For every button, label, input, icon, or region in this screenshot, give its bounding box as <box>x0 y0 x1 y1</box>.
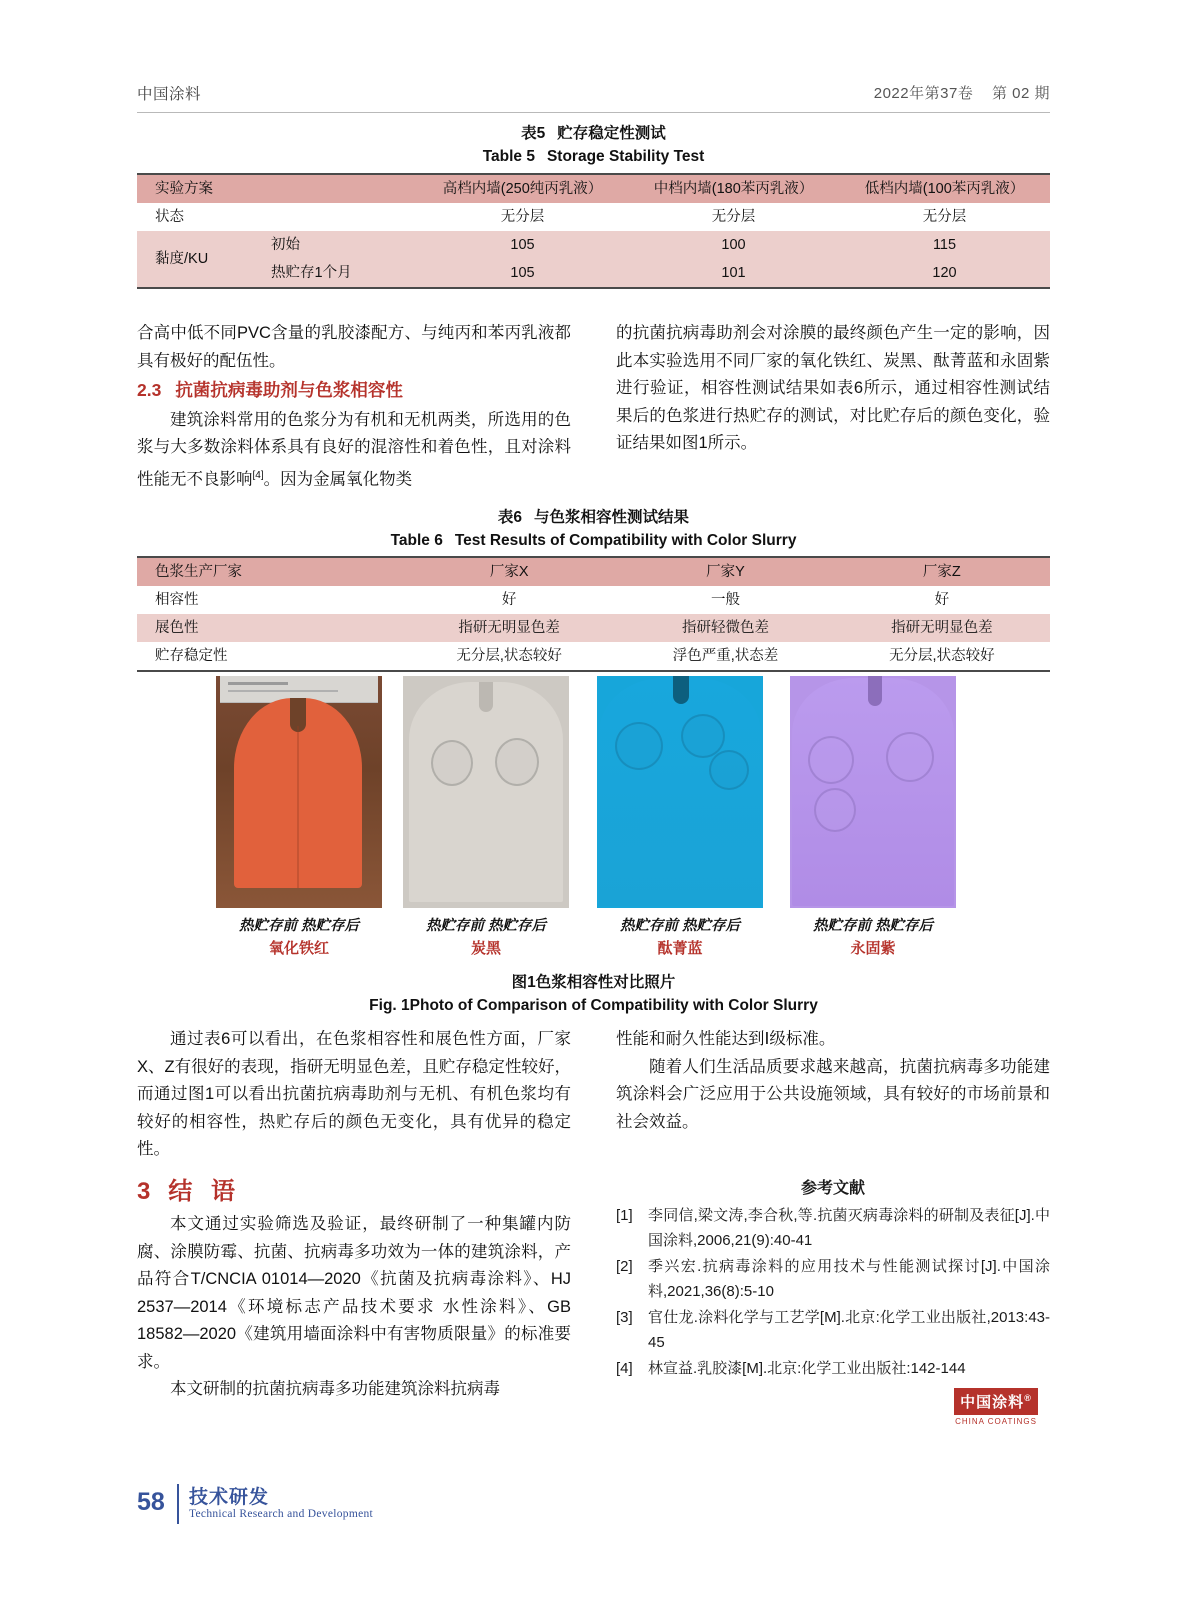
photo-phthalocyanine-blue <box>597 676 763 908</box>
table6-caption-en-text: Test Results of Compatibility with Color Slurry <box>454 532 797 549</box>
photo-swatch <box>409 682 563 902</box>
photo-carbon-black <box>403 676 569 908</box>
table5-row-viscosity-initial-v2: 115 <box>839 231 1050 259</box>
table5-caption-en-text: Storage Stability Test <box>546 148 705 165</box>
table6-caption-cn-num: 表6 <box>497 509 523 526</box>
journal-logo <box>942 1388 1050 1426</box>
table5-row-state-v1: 无分层 <box>711 209 756 225</box>
figure1-panel-1 <box>216 676 382 908</box>
table5-caption-cn <box>137 122 1050 145</box>
photo-notch <box>479 682 493 712</box>
table5-row-state-v0: 无分层 <box>500 209 545 225</box>
conclusion-heading <box>137 1178 571 1206</box>
table6-caption-en-num: Table 6 <box>390 532 443 549</box>
table5-header-1: 高档内墙(250纯丙乳液） <box>417 174 628 203</box>
table5-row-viscosity-aged-sub: 热贮存1个月 <box>261 259 417 288</box>
table5-caption-en-num: Table 5 <box>482 148 535 165</box>
figure1-caption-en-text: Photo of Comparison of Compatibility with Color Slurry <box>409 997 818 1014</box>
table5 <box>137 173 1050 289</box>
reference-tag: [2] <box>616 1258 633 1275</box>
year-volume: 2022年第37卷 <box>873 85 974 102</box>
photo-ring-3 <box>886 732 934 782</box>
reference-item <box>616 1305 1050 1355</box>
body-upper-left-p2 <box>137 407 571 494</box>
table5-row-viscosity-aged-v2: 120 <box>839 259 1050 288</box>
body-lower-right-p2: 随着人们生活品质要求越来越高，抗菌抗病毒多功能建筑涂料会广泛应用于公共设施领域，具有较好的市场前景和社会效益。 <box>616 1057 1050 1131</box>
table6-row-compatibility <box>137 586 1050 614</box>
reference-item <box>616 1203 1050 1253</box>
table6-header-row <box>137 557 1050 586</box>
conclusion-number: 3 <box>137 1177 151 1205</box>
table6-row-storage-stability-label: 贮存稳定性 <box>155 648 228 664</box>
body-lower-right-p1: 性能和耐久性能达到Ⅰ级标准。 <box>616 1030 836 1048</box>
table6-header-3: 厂家Z <box>834 557 1050 586</box>
reference-text: 季兴宏.抗病毒涂料的应用技术与性能测试探讨[J].中国涂料,2021,36(8):5-10 <box>648 1258 1050 1300</box>
journal-name: 中国涂料 <box>137 86 202 103</box>
body-upper-left-p2a: 建筑涂料常用的色浆分为有机和无机两类，所选用的色浆与大多数涂料体系具有良好的混溶性和着色性，且对涂料性能无不良影响 <box>137 410 571 488</box>
reference-text: 李同信,梁文涛,李合秋,等.抗菌灭病毒涂料的研制及表征[J].中国涂料,2006,21(9):40-41 <box>648 1207 1050 1249</box>
table5-caption-en <box>137 145 1050 168</box>
table5-row-viscosity-initial-sub: 初始 <box>261 231 417 259</box>
table5-header-3: 低档内墙(100苯丙乳液） <box>839 174 1050 203</box>
section-title: 抗菌抗病毒助剂与色浆相容性 <box>175 380 403 400</box>
table6-row-compatibility-v2: 好 <box>934 592 950 608</box>
reference-tag: [1] <box>616 1207 633 1224</box>
body-upper-right-column <box>616 320 1050 458</box>
figure1-panel-2-name: 炭黑 <box>470 940 501 957</box>
reference-tag: [3] <box>616 1309 633 1326</box>
figure1-caption-cn-text: 色浆相容性对比照片 <box>535 974 676 991</box>
table6-row-color-development-label: 展色性 <box>137 614 401 642</box>
running-head <box>137 82 1050 112</box>
issue-info <box>860 82 1050 103</box>
figure1-photos <box>137 676 1050 908</box>
table6-header-1: 厂家X <box>401 557 617 586</box>
photo-swatch <box>792 678 954 906</box>
table5-header-0: 实验方案 <box>137 174 417 203</box>
body-lower-left-p2: 本文通过实验筛选及验证，最终研制了一种集罐内防腐、涂膜防霉、抗菌、抗病毒多功效为一体的建筑涂料，产品符合T/CNCIA 01014—2020《抗菌及抗病毒涂料》、HJ 2537—2014《环境标志产品技术要求 水性涂料》、GB 18582—2020《建筑用墙面涂料中有害物质限量》的标准要求。 <box>137 1215 571 1371</box>
photo-notch <box>673 676 689 704</box>
body-upper-left-p2b: 。因为金属氧化物类 <box>263 470 413 488</box>
body-upper-left-p1: 合高中低不同PVC含量的乳胶漆配方、与纯丙和苯丙乳液都具有极好的配伍性。 <box>137 324 571 370</box>
table5-row-viscosity-aged-v0: 105 <box>417 259 628 288</box>
table5-row-viscosity-label: 黏度/KU <box>137 231 261 288</box>
table6-row-storage-stability-v0: 无分层,状态较好 <box>456 648 562 664</box>
photo-ring-1 <box>615 722 663 770</box>
figure1-caption-cn <box>137 971 1050 994</box>
photo-ring-3 <box>709 750 749 790</box>
figure1-caption-en <box>137 994 1050 1017</box>
table6-row-compatibility-label: 相容性 <box>155 592 199 608</box>
footer-divider <box>177 1484 179 1524</box>
body-upper-right-p1: 的抗菌抗病毒助剂会对涂膜的最终颜色产生一定的影响，因此本实验选用不同厂家的氧化铁红、炭黑、酞菁蓝和永固紫进行验证，相容性测试结果如表6所示，通过相容性测试结果后的色浆进行热贮存的测试，对比贮存后的颜色变化，验证结果如图1所示。 <box>616 324 1050 452</box>
figure1-caption-cn-num: 图1 <box>511 974 536 991</box>
table5-row-viscosity-initial-v0: 105 <box>417 231 628 259</box>
photo-iron-oxide-red <box>216 676 382 908</box>
figure1-caption-en-num: Fig. 1 <box>369 997 410 1014</box>
reference-item <box>616 1254 1050 1304</box>
table5-header-2: 中档内墙(180苯丙乳液） <box>628 174 839 203</box>
figure1-panel-1-name: 氧化铁红 <box>268 940 329 957</box>
reference-text: 官仕龙.涂料化学与工艺学[M].北京:化学工业出版社,2013:43-45 <box>648 1309 1050 1351</box>
table5-caption-cn-num: 表5 <box>521 125 546 142</box>
body-lower-right-column <box>616 1026 1050 1136</box>
photo-ring-1 <box>431 740 473 786</box>
figure1-panel-3-name: 酞菁蓝 <box>657 940 703 957</box>
logo-cn-text <box>954 1388 1038 1415</box>
table5-row-viscosity-aged <box>137 259 1050 288</box>
table6-row-storage-stability <box>137 642 1050 671</box>
figure1-panel-1-label: 热贮存前 热贮存后 <box>238 918 360 934</box>
table5-header-row <box>137 174 1050 203</box>
header-rule <box>137 112 1050 113</box>
table6-caption-cn-text: 与色浆相容性测试结果 <box>534 509 690 526</box>
footer-section-cn: 技术研发 <box>189 1487 270 1508</box>
photo-swatch <box>599 678 761 906</box>
body-lower-left-column <box>137 1026 571 1404</box>
table6-row-compatibility-v1: 一般 <box>710 592 740 608</box>
photo-notch <box>868 676 882 706</box>
table5-row-state <box>137 203 1050 231</box>
figure1-panel-4 <box>790 676 956 908</box>
table6-row-storage-stability-v1: 浮色严重,状态差 <box>672 648 779 664</box>
figure1-panel-3 <box>597 676 763 908</box>
table5-row-state-v2: 无分层 <box>922 209 967 225</box>
figure1-panel-4-name: 永固紫 <box>850 940 896 957</box>
section-heading-2-3 <box>137 377 571 405</box>
logo-registered-mark: ® <box>1024 1393 1032 1403</box>
logo-cn-label: 中国涂料 <box>960 1394 1025 1411</box>
references-title: 参考文献 <box>800 1180 865 1197</box>
table5-row-viscosity-initial-v1: 100 <box>628 231 839 259</box>
photo-ring-2 <box>681 714 725 758</box>
figure1-panel-4-label: 热贮存前 热贮存后 <box>812 918 934 934</box>
reference-text: 林宣益.乳胶漆[M].北京:化学工业出版社:142-144 <box>648 1360 966 1377</box>
citation-ref-4: [4] <box>252 469 264 481</box>
body-upper-left-column <box>137 320 571 494</box>
photo-ring-2 <box>495 738 539 786</box>
reference-item <box>616 1356 1050 1381</box>
table5-row-viscosity-initial <box>137 231 1050 259</box>
issue-number: 第 02 期 <box>991 85 1050 102</box>
photo-seam <box>297 726 299 888</box>
figure1-panel-2-label: 热贮存前 热贮存后 <box>425 918 547 934</box>
table6 <box>137 556 1050 672</box>
table6-caption-en <box>137 529 1050 552</box>
table5-row-viscosity-aged-v1: 101 <box>628 259 839 288</box>
table6-caption-cn <box>137 506 1050 529</box>
conclusion-title: 结 语 <box>168 1177 242 1205</box>
table6-header-0: 色浆生产厂家 <box>137 557 401 586</box>
table6-row-color-development <box>137 614 1050 642</box>
figure1-panel-3-label: 热贮存前 热贮存后 <box>619 918 741 934</box>
table6-row-color-development-v1: 指研轻微色差 <box>617 614 833 642</box>
body-lower-left-p3: 本文研制的抗菌抗病毒多功能建筑涂料抗病毒 <box>170 1380 500 1398</box>
body-upper <box>137 320 1050 488</box>
logo-en-label: CHINA COATINGS <box>955 1417 1037 1426</box>
footer-section-en: Technical Research and Development <box>189 1508 374 1520</box>
page-number: 58 <box>137 1488 165 1516</box>
page-footer <box>137 1482 1050 1528</box>
photo-permanent-violet <box>790 676 956 908</box>
table6-row-compatibility-v0: 好 <box>501 592 517 608</box>
figure1-panel-2 <box>403 676 569 908</box>
table5-row-state-label: 状态 <box>155 209 184 225</box>
photo-ring-2 <box>814 788 856 832</box>
reference-tag: [4] <box>616 1360 633 1377</box>
body-lower-left-p1: 通过表6可以看出，在色浆相容性和展色性方面，厂家X、Z有很好的表现，指研无明显色差，且贮存稳定性较好，而通过图1可以看出抗菌抗病毒助剂与无机、有机色浆均有较好的相容性，热贮存后的颜色无变化，具有优异的稳定性。 <box>137 1030 571 1158</box>
table6-row-color-development-v0: 指研无明显色差 <box>401 614 617 642</box>
references <box>616 1175 1050 1382</box>
table6-row-storage-stability-v2: 无分层,状态较好 <box>889 648 995 664</box>
section-number: 2.3 <box>137 380 162 400</box>
table6-header-2: 厂家Y <box>617 557 833 586</box>
table5-caption-cn-text: 贮存稳定性测试 <box>557 125 666 142</box>
photo-ring-1 <box>808 736 854 784</box>
table6-row-color-development-v2: 指研无明显色差 <box>834 614 1050 642</box>
